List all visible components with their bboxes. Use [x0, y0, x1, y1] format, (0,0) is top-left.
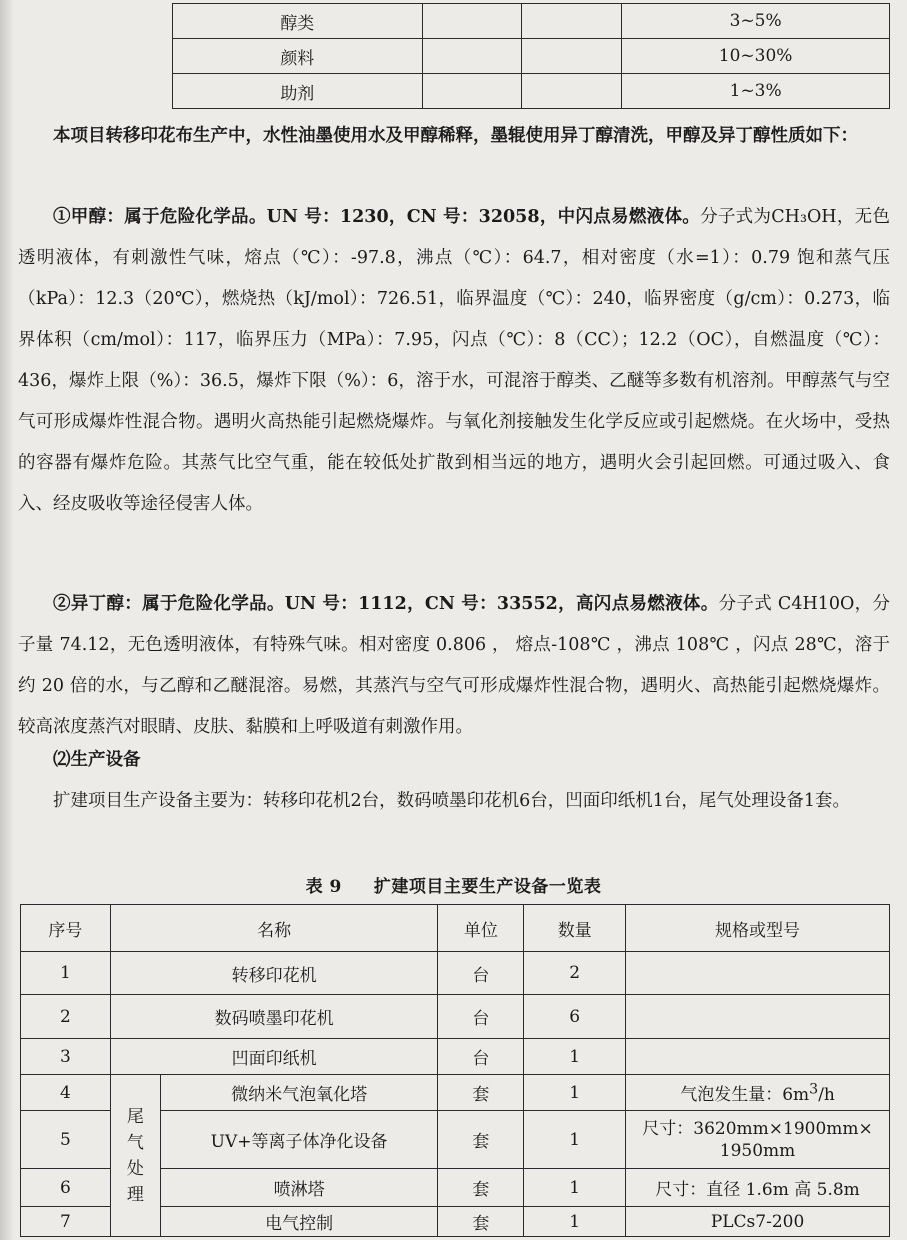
material-name: 颜料 — [173, 39, 423, 74]
material-ratio: 1~3% — [622, 74, 890, 109]
table-header-row — [21, 905, 890, 952]
material-qty — [522, 4, 622, 39]
intro-paragraph: 本项目转移印花布生产中，水性油墨使用水及甲醇稀释，墨辊使用异丁醇清洗，甲醇及异丁醇性质如下： — [53, 126, 858, 146]
header-spec: 规格或型号 — [626, 905, 890, 952]
methanol-heading: ①甲醇：属于危险化学品。UN 号：1230，CN 号：32058，中闪点易燃液体。 — [53, 207, 701, 227]
material-unit — [422, 4, 522, 39]
header-seq: 序号 — [21, 905, 111, 952]
material-ratio: 3~5% — [622, 4, 890, 39]
material-qty — [522, 39, 622, 74]
table-row — [21, 952, 890, 995]
isobutanol-body: 分子式 C4H10O，分子量 74.12，无色透明液体，有特殊气味。相对密度 0.806 ， 熔点-108℃ ，沸点 108℃ ，闪点 28℃，溶于约 20 倍的水，与乙醇和乙醚混溶。易燃，其蒸汽与空气可形成爆炸性混合物，遇明火、高热能引起燃烧爆炸。较高浓度蒸汽对眼睛、皮肤、黏膜和上呼吸道有刺激作用。 — [18, 594, 890, 737]
row-seq: 3 — [21, 1039, 111, 1075]
row-qty: 6 — [524, 995, 626, 1039]
table-caption: 表 9 扩建项目主要生产设备一览表 — [305, 877, 602, 897]
row-name: UV+等离子体净化设备 — [160, 1111, 438, 1169]
material-table-continued — [172, 3, 890, 109]
header-unit: 单位 — [438, 905, 524, 952]
row-name: 喷淋塔 — [160, 1169, 438, 1207]
equipment-summary: 扩建项目生产设备主要为：转移印花机2台，数码喷墨印花机6台，凹面印纸机1台，尾气处理设备1套。 — [53, 791, 851, 811]
row-spec: 尺寸：直径 1.6m 高 5.8m — [626, 1169, 890, 1207]
row-spec — [626, 995, 890, 1039]
table-row — [21, 1039, 890, 1075]
row-seq: 7 — [21, 1207, 111, 1237]
material-name: 醇类 — [173, 4, 423, 39]
row-spec: 气泡发生量：$6m^3/h$ — [626, 1075, 890, 1111]
row-spec: 尺寸：3620mm×1900mm× 1950mm — [626, 1111, 890, 1169]
row-qty: 1 — [524, 1075, 626, 1111]
row-seq: 1 — [21, 952, 111, 995]
header-name: 名称 — [110, 905, 438, 952]
row-name: 微纳米气泡氧化塔 — [160, 1075, 438, 1111]
row-name: 转移印花机 — [110, 952, 438, 995]
equipment-table — [20, 904, 890, 1237]
table-row — [173, 39, 890, 74]
table-row — [173, 74, 890, 109]
material-name: 助剂 — [173, 74, 423, 109]
material-unit — [422, 39, 522, 74]
group-label-exhaust-treatment: 尾 气 处 理 — [110, 1075, 160, 1237]
row-seq: 5 — [21, 1111, 111, 1169]
row-name: 电气控制 — [160, 1207, 438, 1237]
header-qty: 数量 — [524, 905, 626, 952]
row-name: 数码喷墨印花机 — [110, 995, 438, 1039]
table-row — [21, 995, 890, 1039]
isobutanol-paragraph — [18, 584, 890, 748]
row-qty: 1 — [524, 1207, 626, 1237]
row-qty: 2 — [524, 952, 626, 995]
row-qty: 1 — [524, 1169, 626, 1207]
row-unit: 套 — [438, 1207, 524, 1237]
row-seq: 4 — [21, 1075, 111, 1111]
scan-edge-shadow — [0, 0, 14, 1240]
table-row — [21, 1075, 890, 1111]
row-spec — [626, 952, 890, 995]
methanol-paragraph — [18, 197, 890, 525]
row-seq: 2 — [21, 995, 111, 1039]
methanol-body: 分子式为CH₃OH，无色透明液体，有刺激性气味，熔点（℃）：-97.8，沸点（℃）：64.7，相对密度（水=1）：0.79 饱和蒸气压（kPa）：12.3（20℃），燃烧热（kJ/mol）：726.51，临界温度（℃）：240，临界密度（g/cm）：0.273，临界体积（cm/mol）：117，临界压力（MPa）：7.95，闪点（℃）：8（CC）；12.2（OC），自燃温度（℃）：436，爆炸上限（%）：36.5，爆炸下限（%）：6，溶于水，可混溶于醇类、乙醚等多数有机溶剂。甲醇蒸气与空气可形成爆炸性混合物。遇明火高热能引起燃烧爆炸。与氧化剂接触发生化学反应或引起燃烧。在火场中，受热的容器有爆炸危险。其蒸气比空气重，能在较低处扩散到相当远的地方，遇明火会引起回燃。可通过吸入、食入、经皮吸收等途径侵害人体。 — [18, 207, 890, 514]
section-heading: ⑵生产设备 — [53, 750, 141, 770]
row-unit: 台 — [438, 995, 524, 1039]
row-unit: 套 — [438, 1169, 524, 1207]
row-qty: 1 — [524, 1111, 626, 1169]
row-name: 凹面印纸机 — [110, 1039, 438, 1075]
isobutanol-heading: ②异丁醇：属于危险化学品。UN 号：1112，CN 号：33552，高闪点易燃液体。 — [53, 594, 719, 614]
row-unit: 台 — [438, 1039, 524, 1075]
material-unit — [422, 74, 522, 109]
row-seq: 6 — [21, 1169, 111, 1207]
material-ratio: 10~30% — [622, 39, 890, 74]
row-spec — [626, 1039, 890, 1075]
row-spec: PLCs7-200 — [626, 1207, 890, 1237]
row-unit: 套 — [438, 1111, 524, 1169]
table-row — [173, 4, 890, 39]
row-unit: 套 — [438, 1075, 524, 1111]
row-unit: 台 — [438, 952, 524, 995]
material-qty — [522, 74, 622, 109]
row-qty: 1 — [524, 1039, 626, 1075]
